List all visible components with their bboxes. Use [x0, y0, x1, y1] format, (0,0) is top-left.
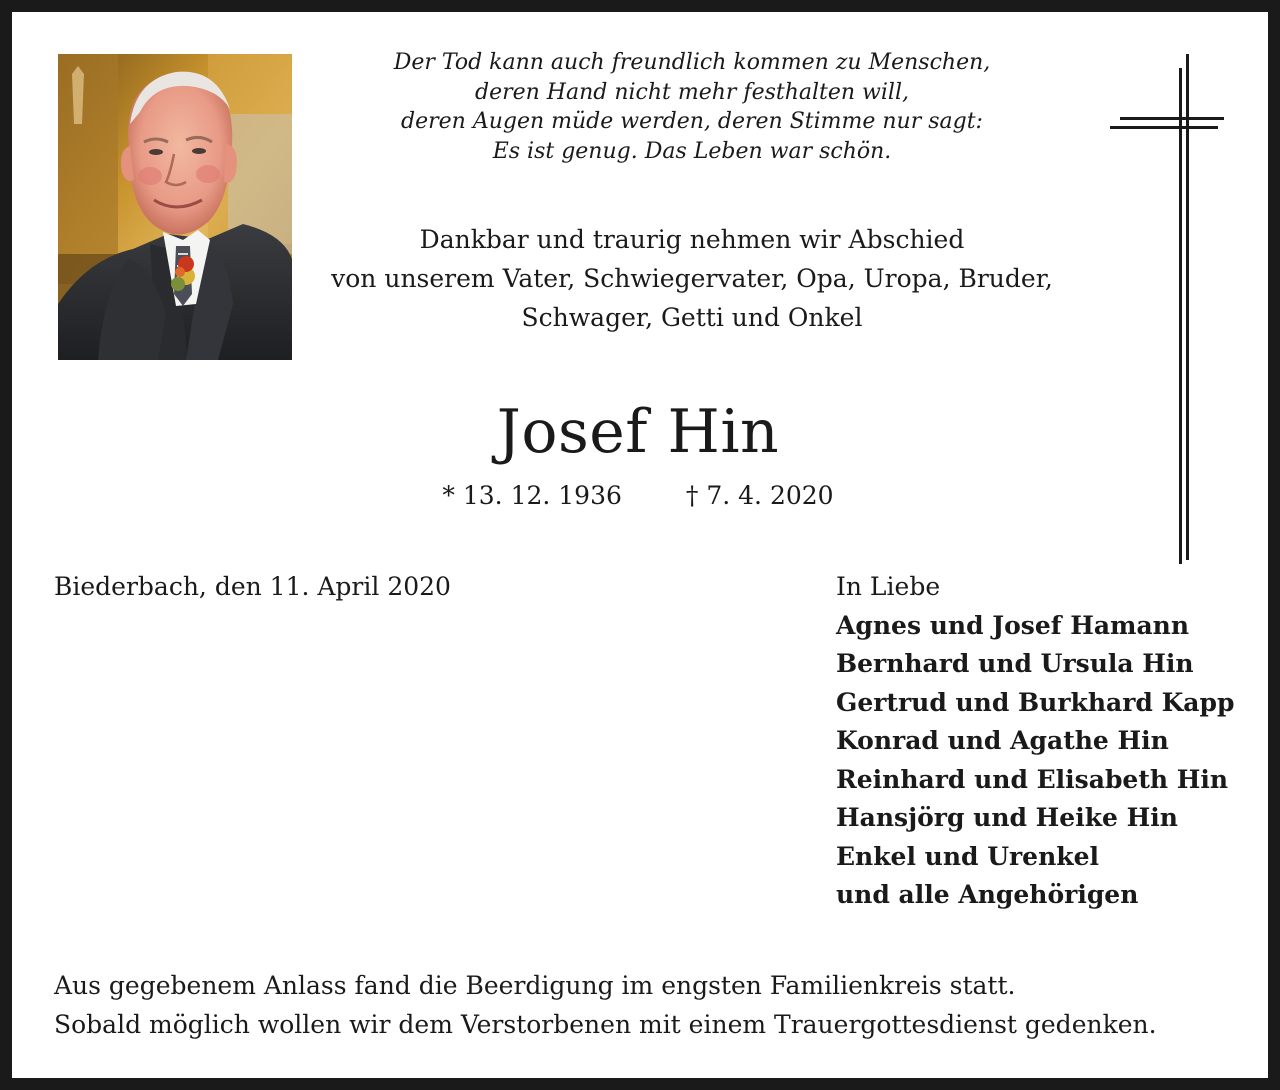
memorial-quote [312, 48, 1072, 166]
farewell-line: von unserem Vater, Schwiegervater, Opa, Uropa, Bruder, [331, 264, 1053, 293]
mourner-name: Reinhard und Elisabeth Hin [836, 764, 1229, 794]
birth-date: * 13. 12. 1936 [442, 481, 622, 510]
mourner-name: Bernhard und Ursula Hin [836, 649, 1194, 678]
funeral-note [54, 967, 1244, 1044]
farewell-line: Dankbar und traurig nehmen wir Abschied [419, 225, 965, 254]
mourner-name: Konrad und Agathe Hin [836, 726, 1169, 755]
deceased-name: Josef Hin [496, 397, 780, 467]
quote-line: Der Tod kann auch freundlich kommen zu Menschen, [393, 50, 991, 75]
quote-line: deren Hand nicht mehr festhalten will, [474, 79, 909, 105]
portrait-photo-image [58, 54, 292, 360]
obituary-notice [12, 12, 1268, 1078]
place-and-date: Biederbach, den 11. April 2020 [54, 572, 451, 601]
note-line: Aus gegebenem Anlass fand die Beerdigung im engsten Familienkreis statt. [54, 971, 1016, 1000]
farewell-line: Schwager, Getti und Onkel [521, 303, 863, 332]
mourner-name: Agnes und Josef Hamann [836, 610, 1190, 640]
mourners-intro: In Liebe [836, 572, 941, 601]
mourner-name: Enkel und Urenkel [836, 841, 1099, 871]
mourner-name: Hansjörg und Heike Hin [836, 803, 1178, 832]
cross-icon [1106, 54, 1226, 566]
death-date: † 7. 4. 2020 [685, 481, 834, 510]
mourner-name: und alle Angehörigen [836, 880, 1139, 909]
mourner-name: Gertrud und Burkhard Kapp [836, 687, 1235, 717]
mourners-list [836, 568, 1256, 915]
quote-line: Es ist genug. Das Leben war schön. [492, 138, 892, 164]
portrait-photo [58, 54, 292, 360]
farewell-text [282, 220, 1102, 337]
quote-line: deren Augen müde werden, deren Stimme nur sagt: [401, 109, 983, 134]
life-dates [312, 476, 964, 516]
note-line: Sobald möglich wollen wir dem Verstorbenen mit einem Trauergottesdienst gedenken. [54, 1009, 1157, 1039]
